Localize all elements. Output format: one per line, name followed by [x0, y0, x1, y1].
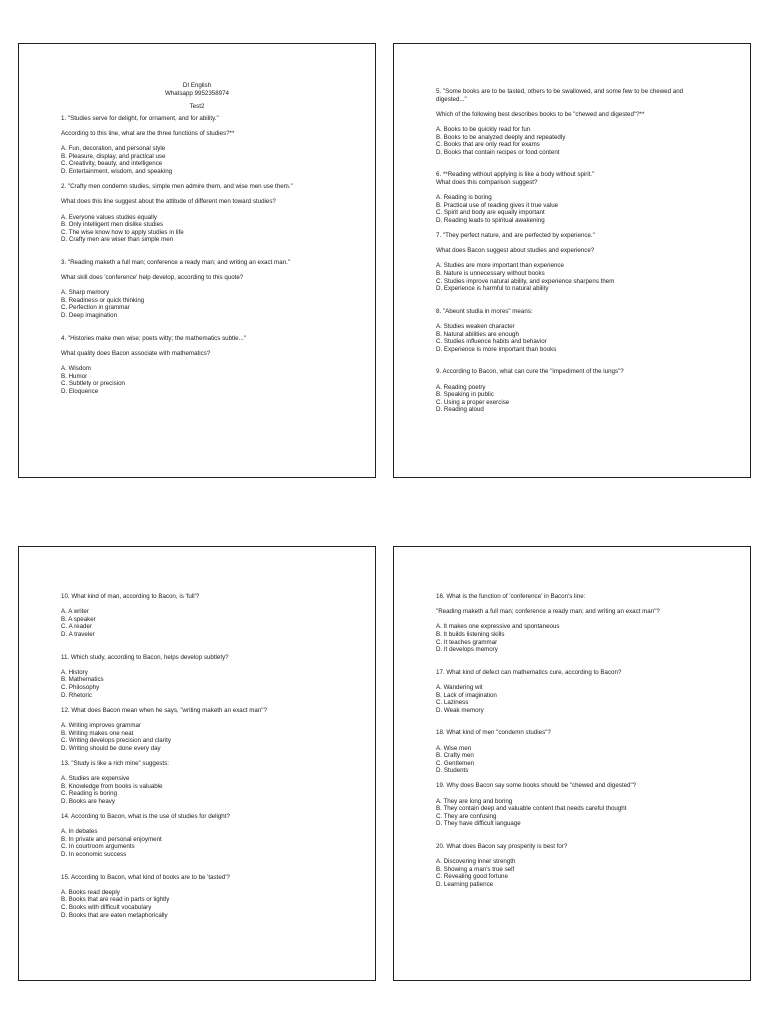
- question: [61, 115, 333, 176]
- question-prompt: What skill does 'conference' help develop, according to this quote?: [61, 274, 244, 282]
- option: D. Eloquence: [61, 387, 99, 395]
- option: B. Speaking in public: [436, 391, 494, 399]
- question: [61, 707, 333, 753]
- option: D. Rhetoric: [61, 691, 92, 699]
- page-content: [436, 593, 708, 889]
- option: C. Revealing good fortune: [436, 873, 508, 881]
- option: D. Entertainment, wisdom, and speaking: [61, 167, 173, 175]
- option-list: [436, 858, 708, 888]
- page-4: [393, 546, 751, 981]
- option-list: [436, 384, 708, 414]
- option: D. Experience is more important than books: [436, 345, 557, 353]
- option: C. Studies improve natural ability, and experience sharpens them: [436, 277, 615, 285]
- option-list: [436, 623, 708, 653]
- question-stem: 6. **Reading without applying is like a body without spirit." What does this comparison suggest?: [436, 171, 595, 186]
- option: B. Showing a man's true self: [436, 865, 515, 873]
- question: [436, 88, 708, 156]
- option: A. Studies are expensive: [61, 775, 130, 783]
- question-prompt: According to this line, what are the three functions of studies?**: [61, 129, 235, 137]
- question-stem: 18. What kind of men "condemn studies"?: [436, 729, 551, 737]
- question: [61, 183, 333, 244]
- option-list: [61, 145, 333, 175]
- option: A. Studies are more important than experience: [436, 262, 564, 270]
- option: D. Reading leads to spiritual awakening: [436, 216, 545, 224]
- option: C. Books with difficult vocabulary: [61, 903, 152, 911]
- option-list: [61, 889, 333, 919]
- option: B. In private and personal enjoyment: [61, 835, 162, 843]
- option: C. A reader: [61, 623, 92, 631]
- option: D. Books are heavy: [61, 797, 115, 805]
- option: A. Reading poetry: [436, 383, 486, 391]
- option: A. They are long and boring: [436, 797, 513, 805]
- question: [436, 308, 708, 354]
- question-stem: 2. "Crafty men condemn studies, simple men admire them, and wise men use them.": [61, 183, 293, 191]
- option: C. In courtroom arguments: [61, 843, 135, 851]
- question-stem: 9. According to Bacon, what can cure the "impediment of the lungs"?: [436, 368, 624, 376]
- option: C. Gentlemen: [436, 759, 475, 767]
- option: C. Spirit and body are equally important: [436, 209, 545, 217]
- option: B. Humor: [61, 372, 88, 380]
- question-stem: 12. What does Bacon mean when he says, "writing maketh an exact man"?: [61, 706, 267, 714]
- question-stem: 1. "Studies serve for delight, for ornament, and for ability.": [61, 114, 219, 122]
- option: B. Writing makes one neat: [61, 729, 134, 737]
- option: C. They are confusing: [436, 812, 497, 820]
- page-content: [61, 593, 333, 919]
- option: A. Sharp memory: [61, 289, 110, 297]
- option: A. Writing improves grammar: [61, 721, 141, 729]
- option-list: [61, 775, 333, 805]
- option: D. Writing should be done every day: [61, 744, 161, 752]
- page-content: [61, 82, 333, 395]
- question-prompt: What does this line suggest about the attitude of different men toward studies?: [61, 198, 276, 206]
- question-stem: 13. "Study is like a rich mine" suggests:: [61, 759, 169, 767]
- option: B. Nature is unnecessary without books: [436, 270, 545, 278]
- option-list: [436, 798, 708, 828]
- option: C. It teaches grammar: [436, 638, 498, 646]
- option-list: [61, 608, 333, 638]
- option: C. Perfection in grammar: [61, 304, 130, 312]
- option: C. The wise know how to apply studies in life: [61, 228, 184, 236]
- option-list: [436, 262, 708, 292]
- question: [436, 843, 708, 889]
- question-stem: 10. What kind of man, according to Bacon, is 'full'?: [61, 593, 200, 600]
- option: A. History: [61, 668, 88, 676]
- option: C. Subtlety or precision: [61, 380, 125, 388]
- option: A. It makes one expressive and spontaneous: [436, 623, 560, 631]
- question: [61, 335, 333, 396]
- question-prompt: Which of the following best describes books to be "chewed and digested"?**: [436, 110, 645, 118]
- question: [61, 259, 333, 320]
- question-stem: 11. Which study, according to Bacon, helps develop subtlety?: [61, 653, 229, 661]
- header-test-label: Test2: [189, 103, 205, 111]
- option: D. Crafty men are wiser than simple men: [61, 236, 174, 244]
- question: [436, 669, 708, 715]
- option-list: [61, 289, 333, 319]
- question-stem: 19. Why does Bacon say some books should be "chewed and digested"?: [436, 782, 637, 790]
- option: A. Books to be quickly read for fun: [436, 125, 531, 133]
- option: C. Studies influence habits and behavior: [436, 338, 547, 346]
- question: [436, 729, 708, 775]
- question-stem: 7. "They perfect nature, and are perfected by experience.": [436, 232, 595, 240]
- option: B. Crafty men: [436, 752, 474, 760]
- option: B. It builds listening skills: [436, 630, 505, 638]
- option: A. Reading is boring: [436, 194, 492, 202]
- question-prompt: What does Bacon suggest about studies and experience?: [436, 247, 595, 255]
- option: C. Writing develops precision and clarity: [61, 737, 171, 745]
- option: D. A traveler: [61, 630, 95, 638]
- question: [61, 593, 333, 639]
- page-content: [436, 88, 708, 414]
- option: A. In debates: [61, 828, 98, 836]
- option: B. Lack of imagination: [436, 691, 497, 699]
- option: B. Books to be analyzed deeply and repeatedly: [436, 133, 566, 141]
- option-list: [61, 722, 333, 752]
- option-list: [436, 323, 708, 353]
- option-list: [436, 745, 708, 775]
- question-stem: 14. According to Bacon, what is the use of studies for delight?: [61, 813, 230, 821]
- page-2: [393, 43, 751, 478]
- question-stem: 4. "Histories make men wise; poets witty; the mathematics subtle...": [61, 334, 246, 342]
- option: D. Books that contain recipes or food content: [436, 148, 560, 156]
- question-stem: 20. What does Bacon say prosperity is best for?: [436, 843, 568, 851]
- option: A. Discovering inner strength: [436, 858, 516, 866]
- option-list: [61, 365, 333, 395]
- option: C. Laziness: [436, 699, 469, 707]
- option: D. They have difficult language: [436, 820, 521, 828]
- option: A. Wisdom: [61, 365, 91, 372]
- document-header: [61, 82, 333, 111]
- option: D. It develops memory: [436, 646, 498, 654]
- option: A. Wise men: [436, 744, 472, 752]
- question-stem: 15. According to Bacon, what kind of books are to be 'tasted'?: [61, 873, 230, 881]
- option: B. Pleasure, display, and practical use: [61, 152, 166, 160]
- option: C. Creativity, beauty, and intelligence: [61, 160, 163, 168]
- option: D. Deep imagination: [61, 312, 118, 320]
- option: B. Knowledge from books is valuable: [61, 782, 163, 790]
- option: A. Studies weaken character: [436, 323, 515, 331]
- option: D. Students: [436, 767, 469, 775]
- question: [436, 171, 708, 224]
- question-stem: 5. "Some books are to be tasted, others to be swallowed, and some few to be chewed and digested...": [436, 88, 685, 103]
- option: A. Books read deeply: [61, 888, 120, 896]
- question-list: [61, 115, 333, 396]
- page-3: [18, 546, 376, 981]
- header-contact: Whatsapp 9952358974: [165, 89, 229, 97]
- question-prompt: "Reading maketh a full man; conference a ready man; and writing an exact man"?: [436, 608, 660, 616]
- page-1: [18, 43, 376, 478]
- option: D. Experience is harmful to natural ability: [436, 285, 549, 293]
- question: [61, 654, 333, 700]
- option: B. They contain deep and valuable content that needs careful thought: [436, 805, 627, 813]
- option: D. Weak memory: [436, 706, 484, 714]
- option: C. Philosophy: [61, 683, 100, 691]
- question: [61, 760, 333, 806]
- option-list: [61, 828, 333, 858]
- option: B. A speaker: [61, 615, 96, 623]
- question: [436, 368, 708, 414]
- option: C. Books that are only read for exams: [436, 141, 540, 149]
- option: D. In economic success: [61, 851, 127, 858]
- option: D. Learning patience: [436, 881, 494, 888]
- option: B. Only intelligent men dislike studies: [61, 221, 164, 229]
- question-stem: 17. What kind of defect can mathematics cure, according to Bacon?: [436, 668, 622, 676]
- question-stem: 16. What is the function of 'conference' in Bacon's line:: [436, 593, 586, 600]
- option: A. Everyone values studies equally: [61, 213, 157, 221]
- option-list: [436, 126, 708, 156]
- question: [436, 782, 708, 828]
- question-stem: 8. "Abeunt studia in mores" means:: [436, 307, 533, 315]
- question: [436, 232, 708, 293]
- option: B. Practical use of reading gives it true value: [436, 201, 559, 209]
- option: B. Natural abilities are enough: [436, 330, 519, 338]
- option: A. Fun, decoration, and personal style: [61, 145, 166, 153]
- question-prompt: What quality does Bacon associate with mathematics?: [61, 349, 211, 357]
- option: A. A writer: [61, 608, 89, 616]
- option-list: [61, 214, 333, 244]
- option: D. Reading aloud: [436, 406, 484, 414]
- option: B. Mathematics: [61, 676, 104, 684]
- option: D. Books that are eaten metaphorically: [61, 911, 168, 919]
- question: [436, 593, 708, 654]
- option-list: [436, 194, 708, 224]
- option: A. Wandering wit: [436, 683, 483, 691]
- option: C. Using a proper exercise: [436, 398, 510, 406]
- option-list: [61, 669, 333, 699]
- option: C. Reading is boring: [61, 790, 118, 798]
- question-stem: 3. "Reading maketh a full man; conference a ready man; and writing an exact man.": [61, 258, 290, 266]
- question: [61, 813, 333, 859]
- header-title: DI English: [182, 82, 212, 89]
- question: [61, 874, 333, 920]
- option-list: [436, 684, 708, 714]
- option: B. Readiness or quick thinking: [61, 296, 145, 304]
- option: B. Books that are read in parts or lightly: [61, 896, 170, 904]
